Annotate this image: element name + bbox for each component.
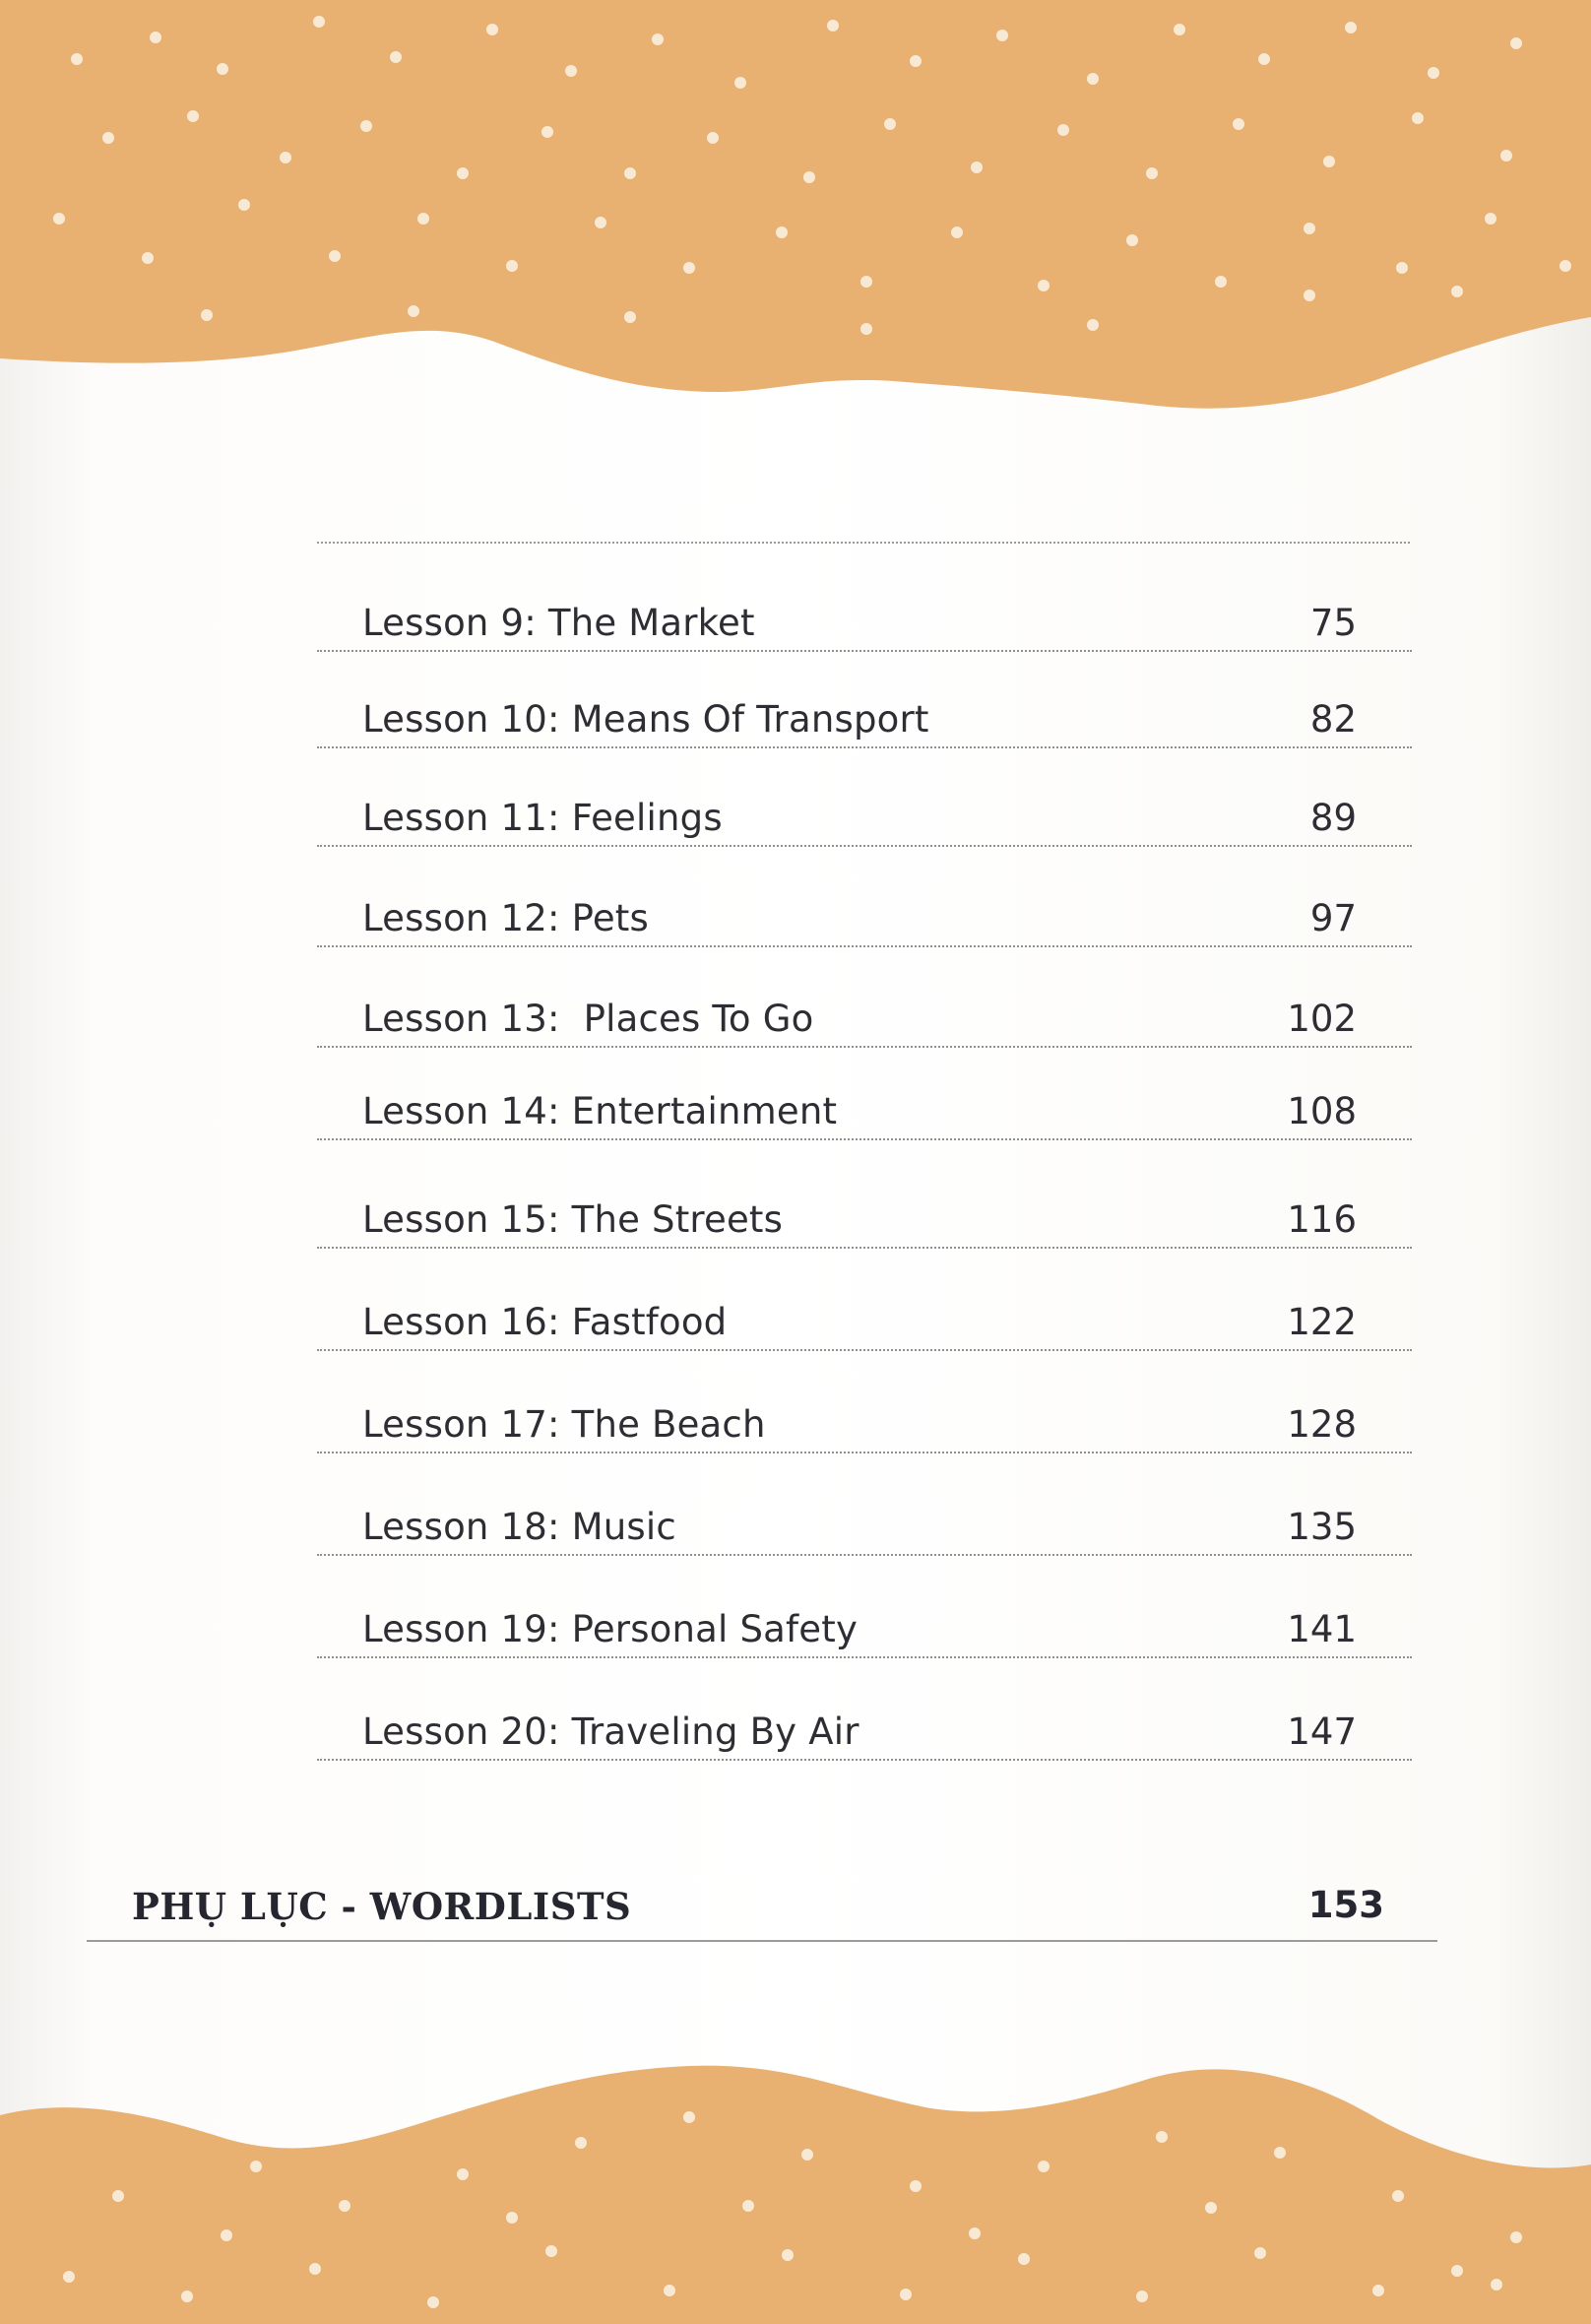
toc-entry-page-number: 122 bbox=[1287, 1301, 1357, 1343]
top-dotted-rule bbox=[317, 542, 1410, 544]
toc-entry-page-number: 75 bbox=[1309, 602, 1357, 644]
toc-entry-title: Lesson 13: Places To Go bbox=[362, 998, 814, 1040]
toc-entry-page-number: 116 bbox=[1287, 1198, 1357, 1241]
toc-entry-title: Lesson 11: Feelings bbox=[362, 797, 723, 839]
toc-entry-title: Lesson 10: Means Of Transport bbox=[362, 698, 929, 741]
toc-entry-title: Lesson 20: Traveling By Air bbox=[362, 1711, 859, 1753]
toc-entry[interactable] bbox=[317, 869, 1412, 947]
toc-entry-page-number: 97 bbox=[1309, 897, 1357, 939]
appendix-page-number: 153 bbox=[1307, 1884, 1384, 1926]
toc-entry-title: Lesson 15: The Streets bbox=[362, 1198, 784, 1241]
toc-entry[interactable] bbox=[317, 573, 1412, 652]
toc-entry-page-number: 108 bbox=[1287, 1090, 1357, 1132]
toc-entry-title: Lesson 9: The Market bbox=[362, 602, 755, 644]
toc-entry[interactable] bbox=[317, 1069, 1412, 1140]
toc-entry-page-number: 135 bbox=[1287, 1506, 1357, 1548]
toc-entry-title: Lesson 17: The Beach bbox=[362, 1403, 766, 1446]
toc-entry[interactable] bbox=[317, 1272, 1412, 1351]
toc-entry-page-number: 128 bbox=[1287, 1403, 1357, 1446]
toc-entry-title: Lesson 14: Entertainment bbox=[362, 1090, 838, 1132]
toc-entry-page-number: 141 bbox=[1287, 1608, 1357, 1650]
toc-entry[interactable] bbox=[317, 1170, 1412, 1249]
toc-entry-title: Lesson 16: Fastfood bbox=[362, 1301, 728, 1343]
toc-entry-page-number: 147 bbox=[1287, 1711, 1357, 1753]
toc-appendix-entry[interactable] bbox=[87, 1861, 1437, 1942]
toc-entry[interactable] bbox=[317, 1375, 1412, 1453]
toc-entry[interactable] bbox=[317, 1580, 1412, 1658]
toc-entry-title: Lesson 18: Music bbox=[362, 1506, 676, 1548]
toc-entry-page-number: 82 bbox=[1309, 698, 1357, 741]
toc-entry-title: Lesson 19: Personal Safety bbox=[362, 1608, 859, 1650]
toc-entry-title: Lesson 12: Pets bbox=[362, 897, 649, 939]
appendix-title: PHỤ LỤC - WORDLISTS bbox=[132, 1885, 632, 1928]
toc-entry-page-number: 89 bbox=[1309, 797, 1357, 839]
toc-entry-page-number: 102 bbox=[1287, 998, 1357, 1040]
toc-entry[interactable] bbox=[317, 1682, 1412, 1761]
toc-entry[interactable] bbox=[317, 969, 1412, 1048]
toc-entry[interactable] bbox=[317, 1477, 1412, 1556]
toc-entry[interactable] bbox=[317, 670, 1412, 748]
toc-entry[interactable] bbox=[317, 768, 1412, 847]
